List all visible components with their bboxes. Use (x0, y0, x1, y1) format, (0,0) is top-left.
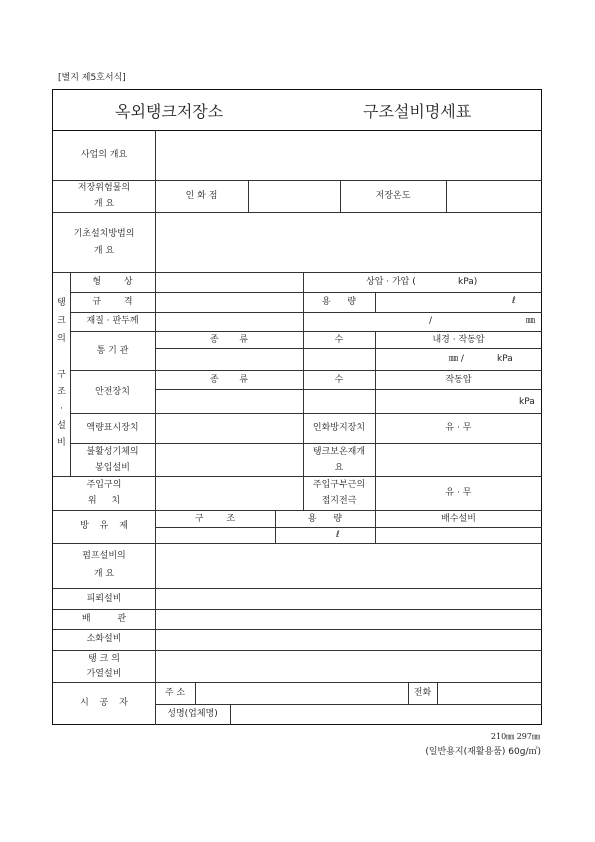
group-tank-char-5: 조 (57, 387, 66, 397)
label-company-name: 성명(업체명) (167, 709, 218, 719)
label-pressure: 상압 · 가압 ( (366, 277, 416, 287)
label-vent-kind: 종 류 (209, 335, 249, 345)
label-slash: / (429, 316, 433, 326)
label-safety-kpa: kPa (519, 397, 535, 407)
label-vent-right: 내경 · 작동압 (432, 335, 485, 345)
group-tank-char-4: 구 (57, 370, 66, 380)
label-ground-2: 접지전극 (321, 496, 357, 506)
label-foundation-1: 기초설치방법의 (73, 229, 135, 239)
group-tank-char-7: 설 (57, 421, 66, 431)
label-dike-liter: ℓ (336, 530, 340, 540)
label-inert-1: 불활성기체의 (86, 447, 139, 457)
label-safety-right: 작동압 (445, 375, 472, 385)
label-level: 액량표시장치 (86, 423, 139, 433)
label-business: 사업의 개요 (80, 150, 128, 160)
label-dike: 방 유 제 (80, 521, 128, 531)
label-safety-count: 수 (334, 375, 344, 385)
ground-yes-no[interactable]: 유 · 무 (445, 488, 472, 498)
fire-prevention-yes-no[interactable]: 유 · 무 (445, 423, 472, 433)
group-tank-char-2: 의 (57, 334, 66, 344)
label-dike-capacity: 용 량 (307, 514, 343, 524)
group-tank-char-6: · (60, 404, 63, 414)
label-safety: 안전장치 (95, 387, 130, 397)
label-ground-1: 주입구부근의 (312, 480, 366, 490)
company-name-field[interactable] (231, 705, 541, 724)
label-vent: 통 기 관 (96, 346, 129, 356)
label-insulation-2: 요 (334, 463, 344, 473)
label-safety-kind: 종 류 (209, 375, 249, 385)
label-vent-count: 수 (334, 335, 344, 345)
label-address: 주 소 (164, 688, 186, 698)
label-dike-structure: 구 조 (194, 514, 236, 524)
label-inert-2: 봉입설비 (95, 463, 130, 473)
label-shape: 형 상 (92, 277, 133, 287)
label-hazard-2: 개 요 (93, 199, 115, 209)
label-pump-1: 펌프설비의 (82, 551, 126, 561)
label-hazard-1: 저장위험물의 (77, 183, 131, 193)
label-spec: 규 격 (92, 297, 133, 307)
label-flash-point: 인 화 점 (185, 191, 218, 201)
label-storage-temp: 저장온도 (375, 191, 411, 201)
group-tank-char-8: 비 (57, 438, 66, 448)
label-dike-drain: 배수설비 (441, 514, 476, 524)
label-capacity: 용 량 (321, 297, 357, 307)
paper-size: 210㎜ 297㎜ (490, 732, 540, 741)
title-left: 옥외탱크저장소 (115, 102, 224, 121)
label-fire-prevention: 인화방지장치 (312, 423, 366, 433)
label-inlet-1: 주입구의 (86, 480, 122, 490)
paper-spec: (일반용지(재활용품) 60g/㎡) (425, 747, 541, 757)
label-mm: ㎜ (526, 316, 536, 326)
label-tank-heating-2: 가열설비 (86, 669, 122, 679)
group-tank-char-1: 크 (57, 316, 66, 326)
label-tank-heating-1: 탱 크 의 (88, 654, 120, 664)
form-number: [별지 제5호서식] (58, 73, 126, 83)
label-insulation-1: 탱크보온재개 (312, 447, 366, 457)
label-lightning: 피뢰설비 (86, 594, 122, 604)
group-tank-char-0: 탱 (57, 298, 66, 308)
label-liter: ℓ (512, 296, 516, 306)
address-field[interactable] (196, 683, 407, 703)
label-vent-unit: ㎜ / (449, 354, 464, 364)
label-vent-kpa: kPa (497, 354, 513, 364)
storage-temp-field[interactable] (447, 181, 541, 211)
label-contractor: 시 공 자 (80, 698, 128, 708)
label-fire-extinguishing: 소화설비 (86, 634, 122, 644)
flash-point-field[interactable] (249, 181, 339, 211)
label-foundation-2: 개 요 (93, 246, 115, 256)
phone-field[interactable] (438, 683, 541, 703)
label-pump-2: 개 요 (93, 569, 115, 579)
label-pressure-kpa: kPa) (458, 277, 478, 287)
label-phone: 전화 (413, 688, 432, 698)
title-right: 구조설비명세표 (363, 102, 472, 121)
label-inlet-2: 위 치 (87, 496, 121, 506)
label-material: 재질 · 판두께 (86, 316, 139, 326)
label-piping: 배 관 (81, 614, 127, 624)
